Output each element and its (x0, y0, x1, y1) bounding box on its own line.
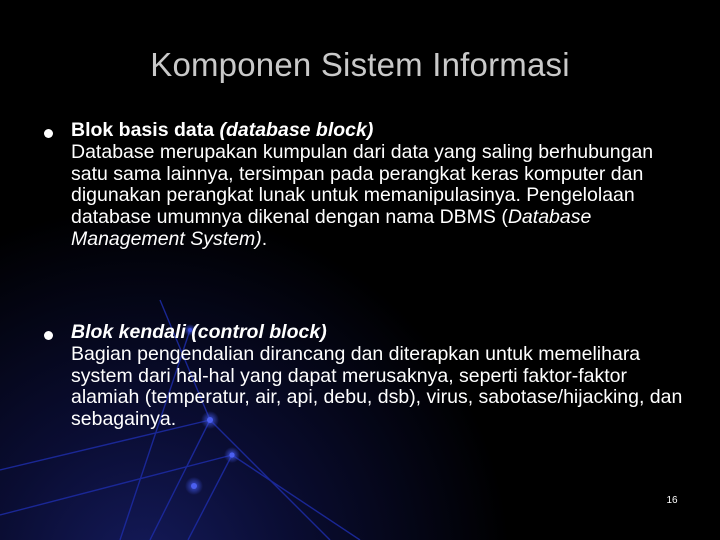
bullet-heading: Blok kendali (control block) (71, 321, 327, 343)
bullet-item-control-block (44, 322, 694, 431)
bullet-description-text: Database merupakan kumpulan dari data yang saling berhubungan satu sama lainnya, tersimpan pada perangkat keras komputer dan digunakan perangkat lunak untuk memanipulasinya. Pengelolaan database umumnya dikenal dengan nama DBMS ( (71, 140, 654, 229)
bullet-description (71, 142, 694, 251)
bullet-dot-icon (44, 331, 53, 340)
bullet-description-italic: Database Management System) (71, 206, 592, 250)
bullet-heading (71, 120, 694, 142)
bullet-heading-bold: Blok basis data (71, 119, 220, 141)
page-number: 16 (666, 495, 678, 506)
bullet-item-database-block (44, 120, 694, 251)
bullet-text (71, 120, 694, 251)
bullet-description: Bagian pengendalian dirancang dan diterapkan untuk memelihara system dari hal-hal yang dapat merusaknya, seperti faktor-faktor alamiah (temperatur, air, api, debu, dsb), virus, sabotase/hijacking, dan sebagainya. (71, 342, 683, 431)
slide-title: Komponen Sistem Informasi (150, 46, 570, 83)
bullet-dot-icon (44, 129, 53, 138)
bullet-text (71, 322, 694, 431)
bullet-description-end: . (261, 227, 268, 250)
bullet-heading-italic: (database block) (219, 119, 374, 141)
